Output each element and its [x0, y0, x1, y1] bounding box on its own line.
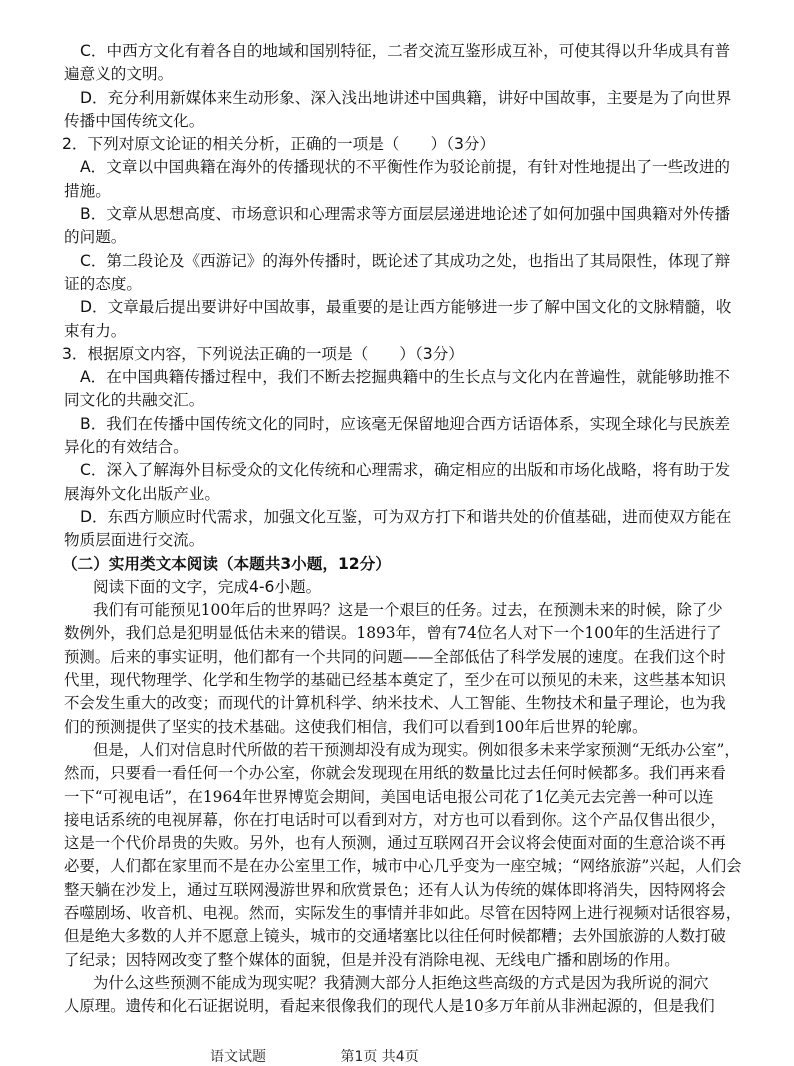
text-line: 展海外文化出版产业。: [64, 484, 220, 503]
text-line: 然而，只要看一看任何一个办公室，你就会发现现在用纸的数量比过去任何时候都多。我们再来看: [64, 764, 726, 783]
text-line: 2．下列对原文论证的相关分析，正确的一项是（ ）（3分）: [62, 135, 496, 154]
text-line: B．我们在传播中国传统文化的同时，应该毫无保留地迎合西方话语体系，实现全球化与民族差: [80, 414, 731, 433]
text-line: 措施。: [64, 181, 111, 200]
text-line: 束有力。: [64, 321, 127, 340]
text-line: 们的预测提供了坚实的技术基础。这使我们相信，我们可以看到100年后世界的轮廓。: [64, 717, 648, 736]
footer-page-number: 第1页 共4页: [340, 1049, 419, 1065]
text-line: 物质层面进行交流。: [64, 531, 205, 550]
text-line: 了纪录；因特网改变了整个媒体的面貌，但是并没有消除电视、无线电广播和剧场的作用。: [64, 950, 680, 969]
text-line: 这是一个代价昂贵的失败。另外，也有人预测，通过互联网召开会议将会使面对面的生意洽谈不再: [64, 834, 726, 853]
text-line: D．东西方顺应时代需求，加强文化互鉴，可为双方打下和谐共处的价值基础，进而使双方能在: [80, 507, 732, 526]
text-line: 但是，人们对信息时代所做的若干预测却没有成为现实。例如很多未来学家预测“无纸办公室”，: [93, 740, 740, 759]
text-line: 阅读下面的文字，完成4-6小题。: [93, 577, 322, 596]
text-line: 人原理。遗传和化石证据说明，看起来很像我们的现代人是10多万年前从非洲起源的，但是我们: [64, 997, 715, 1016]
text-line: A．在中国典籍传播过程中，我们不断去挖掘典籍中的生长点与文化内在普遍性，就能够助推不: [80, 368, 731, 387]
text-line: 传播中国传统文化。: [64, 111, 205, 130]
text-line: 代里，现代物理学、化学和生物学的基础已经基本奠定了，至少在可以预见的未来，这些基本知识: [64, 671, 726, 690]
text-line: 我们有可能预见100年后的世界吗？这是一个艰巨的任务。过去，在预测未来的时候，除了少: [93, 601, 723, 620]
footer-title: 语文试题: [210, 1049, 266, 1065]
text-line: 3．根据原文内容，下列说法正确的一项是（ ）（3分）: [62, 344, 464, 363]
page-footer: [210, 1046, 489, 1066]
text-line: D．文章最后提出要讲好中国故事，最重要的是让西方能够进一步了解中国文化的文脉精髓，收: [80, 298, 732, 317]
text-line: A．文章以中国典籍在海外的传播现状的不平衡性作为驳论前提，有针对性地提出了一些改进的: [80, 158, 731, 177]
text-line: 的问题。: [64, 228, 127, 247]
text-line: D．充分利用新媒体来生动形象、深入浅出地讲述中国典籍，讲好中国故事，主要是为了向世界: [80, 88, 732, 107]
text-line: C．中西方文化有着各自的地域和国别特征，二者交流互鉴形成互补，可使其得以升华成具有普: [80, 42, 731, 60]
text-line: C．深入了解海外目标受众的文化传统和心理需求，确定相应的出版和市场化战略，将有助于发: [80, 461, 731, 480]
text-line: B．文章从思想高度、市场意识和心理需求等方面层层递进地论述了如何加强中国典籍对外传播: [80, 205, 731, 224]
text-line: 一下“可视电话”，在1964年世界博览会期间，美国电话电报公司花了1亿美元去完善一种可以连: [64, 787, 714, 806]
text-line: 异化的有效结合。: [64, 438, 189, 457]
text-line: （二）实用类文本阅读（本题共3小题，12分）: [62, 554, 391, 573]
text-line: 为什么这些预测不能成为现实呢？我猜测大部分人拒绝这些高级的方式是因为我所说的洞穴: [93, 973, 709, 992]
text-line: 证的态度。: [64, 274, 142, 293]
text-line: 吞噬剧场、收音机、电视。然而，实际发生的事情并非如此。尽管在因特网上进行视频对话很容易，: [64, 903, 742, 922]
text-line: 但是绝大多数的人并不愿意上镜头，城市的交通堵塞比以往任何时候都糟；去外国旅游的人数打破: [64, 927, 726, 946]
text-line: 遍意义的文明。: [64, 65, 174, 84]
text-line: 必要，人们都在家里而不是在办公室里工作，城市中心几乎变为一座空城；“网络旅游”兴起，人们会: [64, 857, 742, 876]
text-line: C．第二段论及《西游记》的海外传播时，既论述了其成功之处，也指出了其局限性，体现了辩: [80, 251, 731, 270]
text-line: 接电话系统的电视屏幕，你在打电话时可以看到对方，对方也可以看到你。这个产品仅售出很少，: [64, 810, 726, 829]
text-line: 同文化的共融交汇。: [64, 391, 205, 410]
text-line: 预测。后来的事实证明，他们都有一个共同的问题——全部低估了科学发展的速度。在我们这个时: [64, 647, 726, 666]
text-line: 整天躺在沙发上，通过互联网漫游世界和欣赏景色；还有人认为传统的媒体即将消失，因特网将会: [64, 880, 726, 899]
text-line: 不会发生重大的改变；而现代的计算机科学、纳米技术、人工智能、生物技术和量子理论，也为我: [64, 694, 726, 713]
text-line: 数例外，我们总是犯明显低估未来的错误。1893年，曾有74位名人对下一个100年的生活进行了: [64, 624, 722, 643]
